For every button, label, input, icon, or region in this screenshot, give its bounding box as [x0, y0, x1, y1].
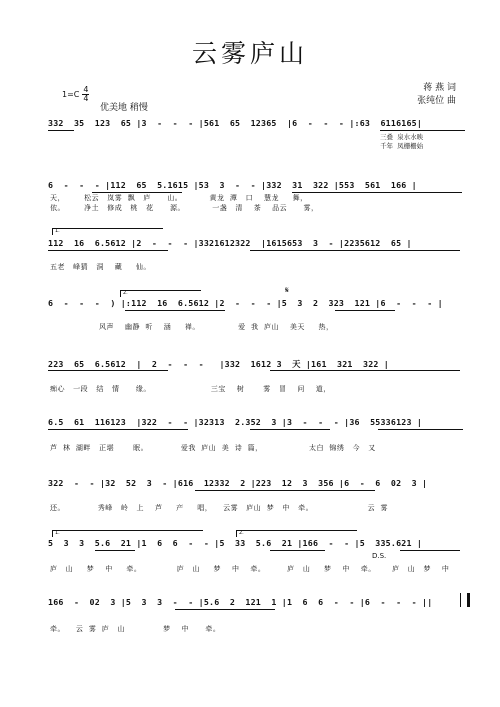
lyrics-row-6: 芦 林 湖畔 正堪 眠。 爱我 庐山 美 诗 篇， 太白 锦绣 今 又 [50, 444, 376, 452]
underline-beam [378, 429, 463, 430]
volta-bracket-2: 2. [120, 290, 201, 297]
underline-beam [250, 250, 460, 251]
notation-row-4: 6 - - - ) |:112 16 6.5612 |2 - - - |5 3 2 323 121 |6 - - - | [48, 298, 443, 308]
underline-beam [125, 310, 225, 311]
underline-beam [335, 310, 395, 311]
notation-row-7: 322 - - |32 52 3 - |616 12332 2 |223 12 3 356 |6 - 6 02 3 | [48, 478, 428, 488]
underline-beam [270, 370, 460, 371]
underline-beam [95, 550, 135, 551]
underline-beam [48, 250, 168, 251]
notation-row-8: 5 3 3 5.6 21 |1 6 6 - - |5 33 5.6 21 |166 - - |5 335.621 | [48, 538, 423, 548]
underline-beam [48, 130, 74, 131]
tempo-marking: 优美地 稍慢 [100, 103, 148, 113]
notation-row-6: 6.5 61 116123 |322 - - |32313 2.352 3 |3 - - - |36 55336123 | [48, 417, 423, 427]
final-barline [460, 593, 470, 607]
underline-beam [270, 550, 325, 551]
underline-beam [250, 429, 330, 430]
volta-bracket-4: 2. [236, 530, 357, 537]
lyrics-row-3: 五老 峰猜 洞 藏 仙。 [50, 263, 151, 271]
key-label: 1=C [62, 90, 80, 99]
underline-beam [48, 370, 168, 371]
lyrics-row-8: 庐 山 梦 中 牵。 庐 山 梦 中 牵。 庐 山 梦 中 牵。 庐 山 梦 中 [50, 565, 450, 573]
notation-row-3: 112 16 6.5612 |2 - - - |3321612322 |1615653 3 - |2235612 65 | [48, 238, 412, 248]
key-signature [62, 86, 89, 103]
underline-beam [292, 192, 462, 193]
time-signature [82, 86, 89, 103]
underline-beam [380, 130, 465, 131]
volta-bracket-1: 1. [52, 228, 163, 235]
song-title: 云雾庐山 [191, 39, 308, 68]
volta-bracket-3: 1. [52, 530, 203, 537]
notation-row-2: 6 - - - |112 65 5.1615 |53 3 - - |332 31 322 |553 561 166 | [48, 180, 417, 190]
lyrics-row-2: 天， 松云 岚雾 飘 庐 山。 黄龙 潭 口 慧龙 舞， 依。 净土 修成 桃 花 源。 一盏 清 茶 品云 雾， [50, 194, 319, 212]
time-top: 4 [83, 85, 89, 94]
lyrics-row-9: 牵。 云 雾 庐 山 梦 中 牵。 [50, 625, 221, 633]
segno-mark: 𝄋 [285, 286, 289, 296]
underline-beam [195, 490, 375, 491]
lyrics-row-7: 还。 秀峰 岭 上 芦 产 唱， 云雾 庐山 梦 中 牵。 云 雾 [50, 504, 389, 512]
notation-row-5: 223 65 6.5612 | 2 - - - |332 1612 3 天 |161 321 322 | [48, 359, 389, 369]
underline-beam [400, 550, 460, 551]
underline-beam [92, 192, 182, 193]
time-bottom: 4 [83, 94, 89, 103]
notation-row-9: 166 - 02 3 |5 3 3 - - |5.6 2 121 1 |1 6 6 - - |6 - - - || [48, 597, 433, 607]
notation-row-1: 332 35 123 65 |3 - - - |561 65 12365 |6 - - - |:63 6116165| [48, 118, 423, 128]
da-segno-mark: D.S. [372, 552, 387, 560]
lyrics-row-1: 三叠 泉水水映 千年 凤栅栅始 [380, 133, 424, 150]
composer-credit: 张纯位 曲 [417, 96, 456, 106]
underline-beam [175, 609, 275, 610]
lyrics-row-4: 风声 幽静 听 涵 禅。 爱 我 庐山 美天 热， [50, 323, 334, 331]
underline-beam [48, 429, 188, 430]
lyrics-row-5: 痴心 一段 结 情 缘。 三宝 树 雾 冒 问 道， [50, 385, 331, 393]
lyricist-credit: 蒋 燕 词 [423, 83, 456, 93]
